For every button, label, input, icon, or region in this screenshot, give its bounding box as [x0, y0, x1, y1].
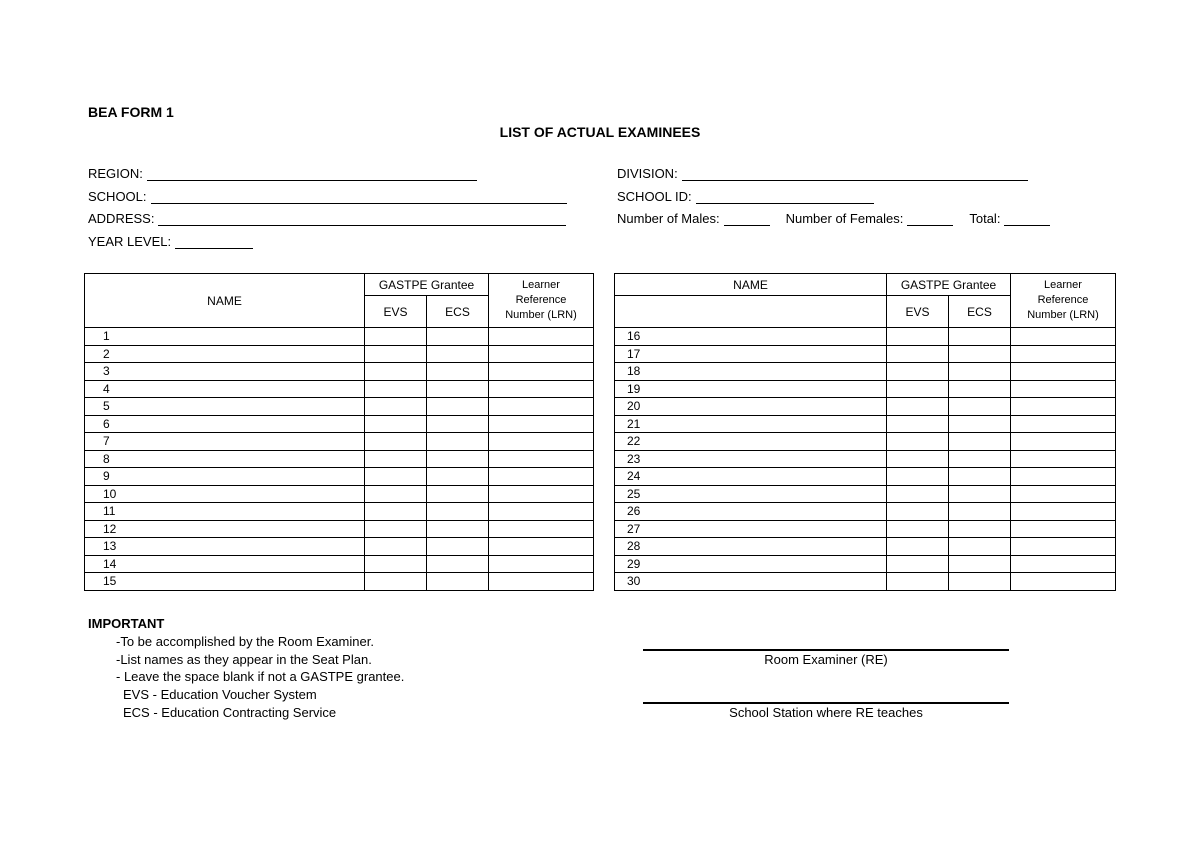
evs-cell[interactable]	[887, 555, 949, 573]
evs-cell[interactable]	[365, 363, 427, 381]
form-code: BEA FORM 1	[88, 104, 174, 120]
evs-cell[interactable]	[365, 520, 427, 538]
ecs-cell[interactable]	[427, 555, 489, 573]
name-cell[interactable]: 23	[615, 450, 887, 468]
lrn-cell[interactable]	[489, 345, 594, 363]
year-level-field	[88, 234, 253, 249]
lrn-header-right-line2: Reference	[1037, 294, 1089, 306]
name-cell[interactable]: 9	[85, 468, 365, 486]
table-row	[615, 363, 1116, 381]
name-cell[interactable]: 25	[615, 485, 887, 503]
name-cell[interactable]: 21	[615, 415, 887, 433]
name-cell[interactable]: 12	[85, 520, 365, 538]
table-row	[615, 538, 1116, 556]
table-row	[615, 433, 1116, 451]
room-examiner-signature-line[interactable]	[643, 649, 1009, 651]
males-blank[interactable]	[724, 213, 770, 226]
name-cell[interactable]: 2	[85, 345, 365, 363]
lrn-cell[interactable]	[489, 573, 594, 591]
note-evs: EVS - Education Voucher System	[123, 687, 317, 702]
school-station-signature-line[interactable]	[643, 702, 1009, 704]
evs-cell[interactable]	[365, 450, 427, 468]
name-cell[interactable]: 14	[85, 555, 365, 573]
note-room-examiner: -To be accomplished by the Room Examiner.	[116, 634, 374, 649]
ecs-cell[interactable]	[949, 363, 1011, 381]
school-station-label: School Station where RE teaches	[729, 705, 923, 720]
evs-cell[interactable]	[887, 520, 949, 538]
lrn-cell[interactable]	[489, 538, 594, 556]
name-cell[interactable]: 19	[615, 380, 887, 398]
table-row	[85, 433, 594, 451]
table-row	[85, 485, 594, 503]
ecs-cell[interactable]	[949, 468, 1011, 486]
table-row	[615, 485, 1116, 503]
lrn-cell[interactable]	[1011, 433, 1116, 451]
lrn-cell[interactable]	[1011, 380, 1116, 398]
lrn-header-right-line3: Number (LRN)	[1027, 309, 1099, 321]
males-group	[617, 211, 770, 226]
school-label: SCHOOL:	[88, 189, 147, 204]
table-row	[615, 380, 1116, 398]
lrn-cell[interactable]	[489, 363, 594, 381]
ecs-cell[interactable]	[427, 363, 489, 381]
males-label: Number of Males:	[617, 211, 720, 226]
lrn-cell[interactable]	[1011, 555, 1116, 573]
name-cell[interactable]: 27	[615, 520, 887, 538]
lrn-cell[interactable]	[489, 380, 594, 398]
evs-cell[interactable]	[887, 363, 949, 381]
division-field	[617, 166, 1028, 181]
evs-cell[interactable]	[365, 398, 427, 416]
ecs-cell[interactable]	[949, 398, 1011, 416]
evs-cell[interactable]	[365, 538, 427, 556]
name-cell[interactable]: 30	[615, 573, 887, 591]
evs-cell[interactable]	[887, 450, 949, 468]
address-field	[88, 211, 566, 226]
note-gastpe-blank: - Leave the space blank if not a GASTPE grantee.	[116, 669, 405, 684]
lrn-header	[489, 274, 594, 328]
lrn-cell[interactable]	[1011, 345, 1116, 363]
evs-cell[interactable]	[887, 345, 949, 363]
evs-cell[interactable]	[887, 433, 949, 451]
lrn-cell[interactable]	[489, 450, 594, 468]
ecs-cell[interactable]	[949, 380, 1011, 398]
ecs-cell[interactable]	[949, 520, 1011, 538]
table-row	[85, 328, 594, 346]
evs-cell[interactable]	[887, 573, 949, 591]
table-row	[85, 345, 594, 363]
examinees-table-right	[614, 273, 1116, 591]
evs-cell[interactable]	[365, 503, 427, 521]
evs-cell[interactable]	[887, 538, 949, 556]
females-blank[interactable]	[907, 213, 953, 226]
lrn-cell[interactable]	[489, 555, 594, 573]
ecs-header: ECS	[427, 296, 489, 328]
lrn-cell[interactable]	[489, 520, 594, 538]
lrn-cell[interactable]	[1011, 415, 1116, 433]
division-blank[interactable]	[682, 168, 1028, 181]
lrn-cell[interactable]	[1011, 450, 1116, 468]
evs-cell[interactable]	[887, 398, 949, 416]
evs-cell[interactable]	[365, 415, 427, 433]
ecs-cell[interactable]	[949, 415, 1011, 433]
name-cell[interactable]: 8	[85, 450, 365, 468]
table-row	[615, 415, 1116, 433]
ecs-cell[interactable]	[427, 503, 489, 521]
region-field	[88, 166, 477, 181]
table-row	[85, 555, 594, 573]
evs-cell[interactable]	[365, 555, 427, 573]
gastpe-header-right: GASTPE Grantee	[887, 274, 1011, 296]
address-blank[interactable]	[158, 213, 566, 226]
table-row	[85, 363, 594, 381]
lrn-cell[interactable]	[489, 468, 594, 486]
ecs-header-right: ECS	[949, 296, 1011, 328]
ecs-cell[interactable]	[427, 398, 489, 416]
name-cell[interactable]: 15	[85, 573, 365, 591]
evs-cell[interactable]	[365, 485, 427, 503]
ecs-cell[interactable]	[427, 433, 489, 451]
total-group	[969, 211, 1050, 226]
name-header-right: NAME	[615, 274, 887, 296]
form-title: LIST OF ACTUAL EXAMINEES	[499, 124, 701, 140]
name-cell[interactable]: 10	[85, 485, 365, 503]
lrn-cell[interactable]	[1011, 485, 1116, 503]
name-cell[interactable]: 26	[615, 503, 887, 521]
table-row	[85, 573, 594, 591]
name-cell[interactable]: 6	[85, 415, 365, 433]
table-row	[85, 538, 594, 556]
name-cell[interactable]: 16	[615, 328, 887, 346]
school-id-label: SCHOOL ID:	[617, 189, 692, 204]
name-cell[interactable]: 17	[615, 345, 887, 363]
table-row	[85, 503, 594, 521]
table-row	[615, 520, 1116, 538]
evs-header: EVS	[365, 296, 427, 328]
counts-field	[617, 211, 1066, 226]
region-blank[interactable]	[147, 168, 477, 181]
table-row	[615, 345, 1116, 363]
division-label: DIVISION:	[617, 166, 678, 181]
address-label: ADDRESS:	[88, 211, 155, 226]
lrn-cell[interactable]	[1011, 328, 1116, 346]
lrn-cell[interactable]	[1011, 398, 1116, 416]
evs-cell[interactable]	[365, 468, 427, 486]
lrn-header-line3: Number (LRN)	[505, 309, 577, 321]
ecs-cell[interactable]	[949, 485, 1011, 503]
ecs-cell[interactable]	[949, 555, 1011, 573]
name-cell[interactable]: 7	[85, 433, 365, 451]
lrn-cell[interactable]	[489, 433, 594, 451]
lrn-header-right-line1: Learner	[1044, 279, 1082, 291]
lrn-cell[interactable]	[489, 398, 594, 416]
lrn-cell[interactable]	[489, 485, 594, 503]
evs-cell[interactable]	[887, 485, 949, 503]
lrn-cell[interactable]	[489, 415, 594, 433]
ecs-cell[interactable]	[949, 433, 1011, 451]
evs-cell[interactable]	[887, 328, 949, 346]
name-cell[interactable]: 28	[615, 538, 887, 556]
ecs-cell[interactable]	[949, 503, 1011, 521]
lrn-cell[interactable]	[489, 503, 594, 521]
evs-cell[interactable]	[365, 328, 427, 346]
table-row	[615, 468, 1116, 486]
table-row	[615, 398, 1116, 416]
lrn-cell[interactable]	[1011, 538, 1116, 556]
name-cell[interactable]: 20	[615, 398, 887, 416]
important-heading: IMPORTANT	[88, 616, 165, 631]
ecs-cell[interactable]	[427, 328, 489, 346]
evs-cell[interactable]	[887, 415, 949, 433]
table-row	[615, 573, 1116, 591]
school-field	[88, 189, 567, 204]
name-cell[interactable]: 5	[85, 398, 365, 416]
ecs-cell[interactable]	[427, 485, 489, 503]
lrn-header-line2: Reference	[515, 294, 567, 306]
ecs-cell[interactable]	[427, 345, 489, 363]
ecs-cell[interactable]	[427, 520, 489, 538]
evs-header-right: EVS	[887, 296, 949, 328]
ecs-cell[interactable]	[427, 573, 489, 591]
note-seat-plan: -List names as they appear in the Seat Plan.	[116, 652, 372, 667]
lrn-cell[interactable]	[1011, 503, 1116, 521]
name-cell[interactable]: 3	[85, 363, 365, 381]
name-cell[interactable]: 4	[85, 380, 365, 398]
ecs-cell[interactable]	[427, 450, 489, 468]
table-row	[615, 328, 1116, 346]
gastpe-header: GASTPE Grantee	[365, 274, 489, 296]
females-group	[786, 211, 954, 226]
lrn-header-right	[1011, 274, 1116, 328]
lrn-cell[interactable]	[1011, 363, 1116, 381]
ecs-cell[interactable]	[427, 538, 489, 556]
ecs-cell[interactable]	[949, 328, 1011, 346]
evs-cell[interactable]	[365, 345, 427, 363]
table-row	[615, 503, 1116, 521]
table-row	[85, 450, 594, 468]
name-header: NAME	[85, 274, 365, 328]
ecs-cell[interactable]	[949, 538, 1011, 556]
year-level-blank[interactable]	[175, 236, 253, 249]
ecs-cell[interactable]	[427, 380, 489, 398]
school-id-field	[617, 189, 874, 204]
table-row	[85, 520, 594, 538]
ecs-cell[interactable]	[427, 415, 489, 433]
note-ecs: ECS - Education Contracting Service	[123, 705, 337, 720]
school-id-blank[interactable]	[696, 191, 874, 204]
lrn-cell[interactable]	[1011, 468, 1116, 486]
year-level-label: YEAR LEVEL:	[88, 234, 172, 249]
evs-cell[interactable]	[887, 468, 949, 486]
name-cell[interactable]: 11	[85, 503, 365, 521]
school-blank[interactable]	[151, 191, 567, 204]
table-row	[85, 398, 594, 416]
evs-cell[interactable]	[365, 573, 427, 591]
lrn-cell[interactable]	[489, 328, 594, 346]
ecs-cell[interactable]	[949, 345, 1011, 363]
females-label: Number of Females:	[785, 211, 904, 226]
name-cell[interactable]: 1	[85, 328, 365, 346]
ecs-cell[interactable]	[427, 468, 489, 486]
table-row	[85, 380, 594, 398]
total-blank[interactable]	[1004, 213, 1050, 226]
lrn-cell[interactable]	[1011, 573, 1116, 591]
table-row	[615, 555, 1116, 573]
table-row	[615, 450, 1116, 468]
name-cell[interactable]: 13	[85, 538, 365, 556]
name-cell[interactable]: 24	[615, 468, 887, 486]
total-label: Total:	[969, 211, 1001, 226]
room-examiner-label: Room Examiner (RE)	[764, 652, 888, 667]
table-row	[85, 415, 594, 433]
evs-cell[interactable]	[365, 433, 427, 451]
name-header-right-blank	[615, 296, 887, 328]
evs-cell[interactable]	[887, 503, 949, 521]
name-cell[interactable]: 29	[615, 555, 887, 573]
examinees-table-left	[84, 273, 594, 591]
name-cell[interactable]: 18	[615, 363, 887, 381]
ecs-cell[interactable]	[949, 450, 1011, 468]
lrn-header-line1: Learner	[522, 279, 560, 291]
ecs-cell[interactable]	[949, 573, 1011, 591]
lrn-cell[interactable]	[1011, 520, 1116, 538]
evs-cell[interactable]	[365, 380, 427, 398]
region-label: REGION:	[88, 166, 143, 181]
name-cell[interactable]: 22	[615, 433, 887, 451]
evs-cell[interactable]	[887, 380, 949, 398]
table-row	[85, 468, 594, 486]
